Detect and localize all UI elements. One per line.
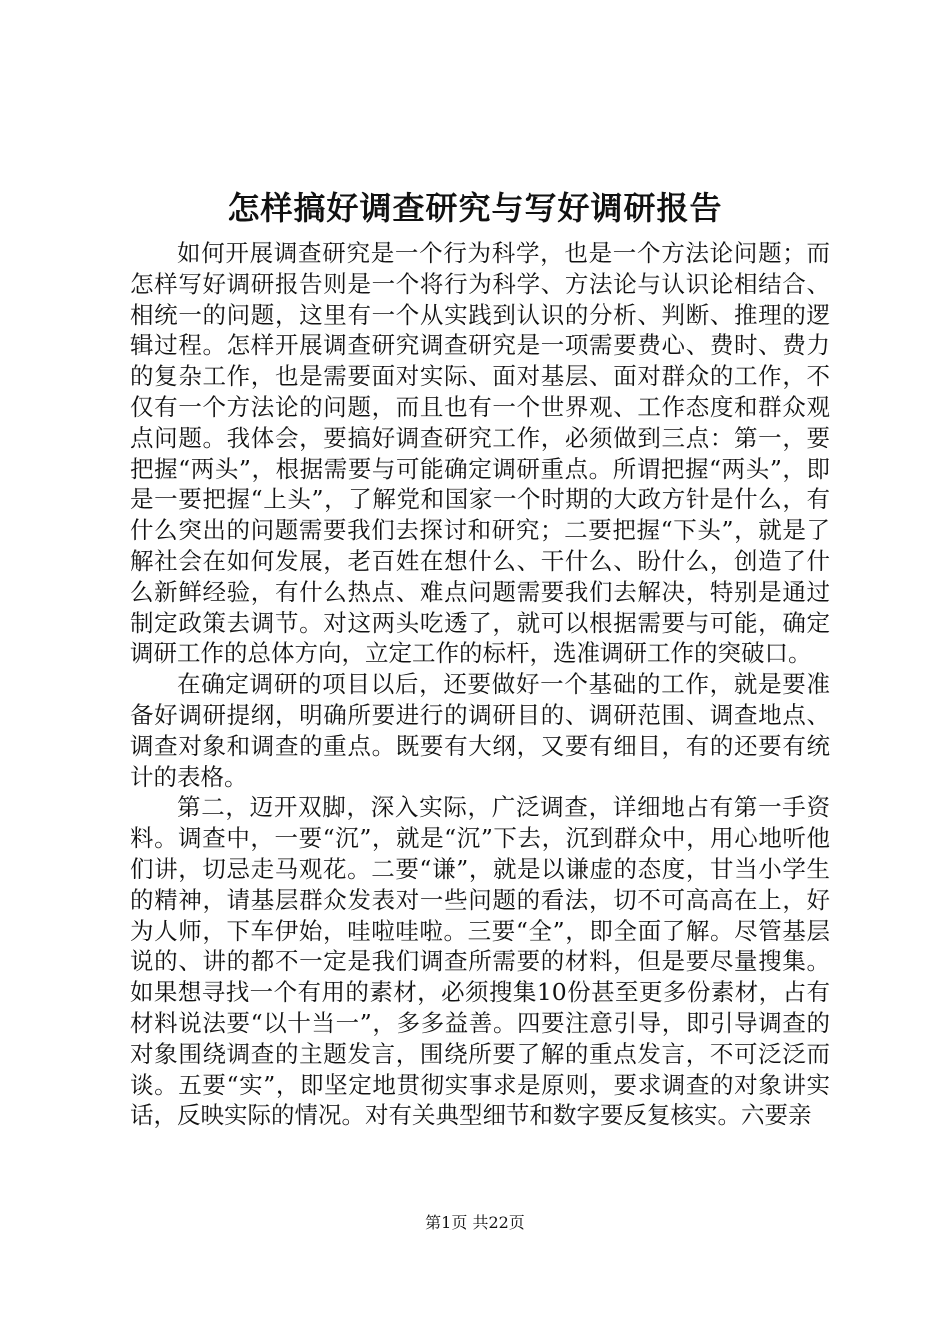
paragraph-2: 在确定调研的项目以后，还要做好一个基础的工作，就是要准备好调研提纲，明确所要进行的调研目的、调研范围、调查地点、调查对象和调查的重点。既要有大纲，又要有细目，有的还要有统计的表格。 (130, 670, 830, 791)
paragraph-1: 如何开展调查研究是一个行为科学，也是一个方法论问题；而怎样写好调研报告则是一个将行为科学、方法论与认识论相结合、相统一的问题，这里有一个从实践到认识的分析、判断、推理的逻辑过程。怎样开展调查研究调查研究是一项需要费心、费时、费力的复杂工作，也是需要面对实际、面对基层、面对群众的工作，不仅有一个方法论的问题，而且也有一个世界观、工作态度和群众观点问题。我体会，要搞好调查研究工作，必须做到三点：第一，要把握“两头”，根据需要与可能确定调研重点。所谓把握“两头”，即是一要把握“上头”，了解党和国家一个时期的大政方针是什么，有什么突出的问题需要我们去探讨和研究；二要把握“下头”，就是了解社会在如何发展，老百姓在想什么、干什么、盼什么，创造了什么新鲜经验，有什么热点、难点问题需要我们去解决，特别是通过制定政策去调节。对这两头吃透了，就可以根据需要与可能，确定调研工作的总体方向，立定工作的标杆，选准调研工作的突破口。 (130, 239, 830, 668)
paragraph-3: 第二，迈开双脚，深入实际，广泛调查，详细地占有第一手资料。调查中，一要“沉”，就是“沉”下去，沉到群众中，用心地听他们讲，切忌走马观花。二要“谦”，就是以谦虚的态度，甘当小学生的精神，请基层群众发表对一些问题的看法，切不可高高在上，好为人师，下车伊始，哇啦哇啦。三要“全”，即全面了解。尽管基层说的、讲的都不一定是我们调查所需要的材料，但是要尽量搜集。如果想寻找一个有用的素材，必须搜集10份甚至更多份素材，占有材料说法要“以十当一”，多多益善。四要注意引导，即引导调查的对象围绕调查的主题发言，围绕所要了解的重点发言，不可泛泛而谈。五要“实”，即坚定地贯彻实事求是原则，要求调查的对象讲实话，反映实际的情况。对有关典型细节和数字要反复核实。六要亲 (130, 793, 830, 1130)
document-body (130, 238, 830, 1131)
document-title: 怎样搞好调查研究与写好调研报告 (227, 189, 723, 227)
page-footer: 第1页 共22页 (425, 1213, 525, 1232)
